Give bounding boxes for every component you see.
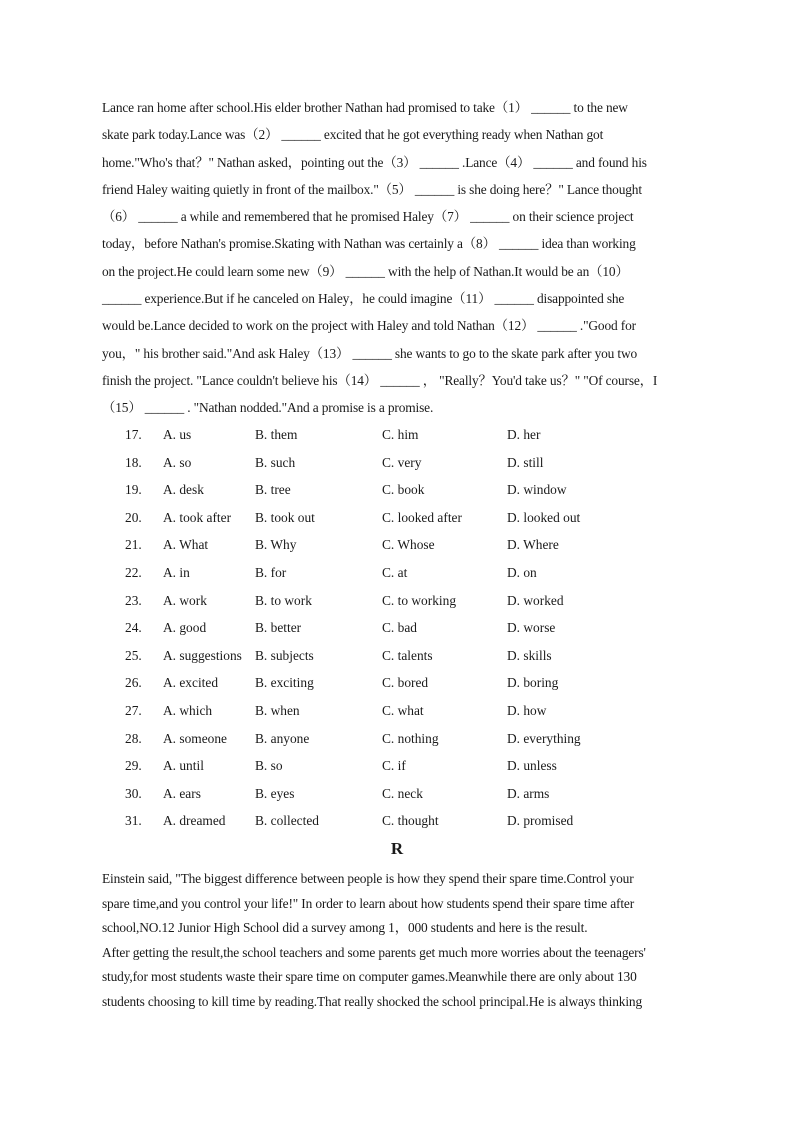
question-row (125, 449, 685, 477)
option-c: C. book (382, 482, 425, 498)
option-d: D. on (507, 564, 537, 580)
option-b: B. tree (255, 482, 291, 498)
option-d: D. skills (507, 647, 552, 663)
question-row (125, 807, 685, 835)
passage-line: school,NO.12 Junior High School did a survey among 1，000 students and here is the result. (102, 920, 588, 936)
option-c: C. looked after (382, 509, 462, 525)
question-number: 20. (125, 509, 142, 525)
option-a: A. us (163, 427, 192, 442)
option-c: C. him (382, 427, 419, 442)
option-d: D. worked (507, 592, 564, 608)
question-number: 22. (125, 564, 142, 580)
option-a: A. suggestions (163, 647, 242, 663)
option-c: C. bored (382, 675, 429, 691)
question-row (125, 752, 685, 780)
cloze-passage (102, 94, 714, 422)
option-a: A. took after (163, 509, 232, 525)
passage-line: you，" his brother said."And ask Haley（13） ______ she wants to go to the skate park after you two (102, 345, 638, 361)
option-b: B. exciting (255, 675, 314, 691)
option-d: D. boring (507, 675, 559, 691)
passage-line: finish the project. "Lance couldn't believe his（14） ______ ， "Really？You'd take us？" "Of course，I (102, 372, 658, 388)
passage-line: spare time,and you control your life!" In order to learn about how students spend their spare time after (102, 895, 635, 911)
question-row (125, 669, 685, 697)
option-b: B. them (255, 427, 298, 442)
question-row (125, 587, 685, 615)
question-number: 30. (125, 785, 142, 801)
option-b: B. took out (255, 509, 315, 525)
option-c: C. Whose (382, 537, 435, 553)
section-heading: R (390, 839, 404, 858)
question-number: 26. (125, 675, 142, 691)
passage-line: Einstein said, "The biggest difference between people is how they spend their spare time.Control your (102, 871, 634, 886)
passage-line: home."Who's that？" Nathan asked，pointing out the（3） ______ .Lance（4） ______ and found his (102, 154, 647, 170)
reading-passage (102, 867, 714, 1015)
passage-line: today，before Nathan's promise.Skating with Nathan was certainly a（8） ______ idea than working (102, 236, 636, 252)
passage-line: ______ experience.But if he canceled on Haley，he could imagine（11） ______ disappointed she (102, 291, 625, 307)
question-row (125, 780, 685, 808)
question-row (125, 476, 685, 504)
option-a: A. someone (163, 730, 227, 746)
option-c: C. talents (382, 647, 433, 663)
question-number: 24. (125, 620, 142, 636)
question-number: 28. (125, 730, 142, 746)
question-number: 25. (125, 647, 142, 663)
question-number: 18. (125, 454, 142, 470)
option-a: A. work (163, 592, 207, 608)
option-a: A. excited (163, 675, 219, 691)
option-d: D. still (507, 454, 544, 470)
option-c: C. what (382, 702, 424, 718)
question-row (125, 531, 685, 559)
question-number: 29. (125, 758, 142, 774)
question-number: 17. (125, 427, 142, 442)
question-row (125, 725, 685, 753)
question-number: 19. (125, 482, 142, 498)
question-row (125, 559, 685, 587)
option-b: B. eyes (255, 785, 295, 801)
option-c: C. thought (382, 813, 439, 829)
option-d: D. arms (507, 785, 550, 801)
option-b: B. subjects (255, 647, 314, 663)
question-row (125, 614, 685, 642)
option-d: D. worse (507, 620, 556, 636)
option-b: B. for (255, 564, 287, 580)
question-number: 31. (125, 813, 142, 829)
option-b: B. better (255, 620, 302, 636)
option-b: B. such (255, 454, 296, 470)
option-c: C. to working (382, 592, 457, 608)
option-b: B. anyone (255, 730, 310, 746)
option-c: C. bad (382, 620, 417, 636)
option-d: D. looked out (507, 509, 581, 525)
passage-line: Lance ran home after school.His elder brother Nathan had promised to take（1） ______ to the new (102, 100, 628, 115)
option-a: A. so (163, 454, 192, 470)
option-a: A. good (163, 620, 207, 636)
question-number: 23. (125, 592, 142, 608)
option-d: D. window (507, 482, 567, 498)
option-d: D. everything (507, 730, 581, 746)
option-c: C. at (382, 564, 408, 580)
question-row (125, 504, 685, 532)
passage-line: （6） ______ a while and remembered that he promised Haley（7） ______ on their science project (102, 209, 634, 225)
option-c: C. nothing (382, 730, 439, 746)
passage-line: friend Haley waiting quietly in front of the mailbox."（5） ______ is she doing here？" Lance thought (102, 181, 642, 197)
option-b: B. so (255, 758, 283, 774)
passage-line: on the project.He could learn some new（9） ______ with the help of Nathan.It would be an（10） (102, 263, 629, 279)
option-d: D. her (507, 427, 541, 442)
passage-line: study,for most students waste their spare time on computer games.Meanwhile there are only about 130 (102, 969, 637, 985)
option-c: C. if (382, 758, 406, 774)
option-b: B. to work (255, 592, 312, 608)
question-number: 27. (125, 702, 142, 718)
option-a: A. which (163, 702, 213, 718)
option-a: A. until (163, 758, 204, 774)
option-c: C. very (382, 454, 422, 470)
option-d: D. Where (507, 537, 559, 553)
question-row (125, 421, 685, 449)
option-a: A. What (163, 537, 209, 553)
question-row (125, 697, 685, 725)
passage-line: students choosing to kill time by reading.That really shocked the school principal.He is always thinking (102, 993, 643, 1009)
passage-line: （15） ______ . "Nathan nodded."And a promise is a promise. (102, 400, 434, 416)
passage-line: skate park today.Lance was（2） ______ excited that he got everything ready when Nathan got (102, 127, 604, 143)
passage-line: would be.Lance decided to work on the project with Haley and told Nathan（12） ______ ."Good for (102, 318, 636, 334)
option-d: D. how (507, 702, 547, 718)
option-a: A. in (163, 564, 190, 580)
passage-line: After getting the result,the school teachers and some parents get much more worries about the teenagers' (102, 944, 646, 960)
question-row (125, 642, 685, 670)
option-c: C. neck (382, 785, 423, 801)
option-d: D. promised (507, 813, 574, 829)
option-a: A. ears (163, 785, 201, 801)
question-number: 21. (125, 537, 142, 553)
option-a: A. desk (163, 482, 204, 498)
option-a: A. dreamed (163, 813, 226, 829)
option-b: B. when (255, 702, 300, 718)
answer-options-list (125, 421, 685, 835)
option-b: B. Why (255, 537, 297, 553)
option-b: B. collected (255, 813, 319, 829)
option-d: D. unless (507, 758, 557, 774)
